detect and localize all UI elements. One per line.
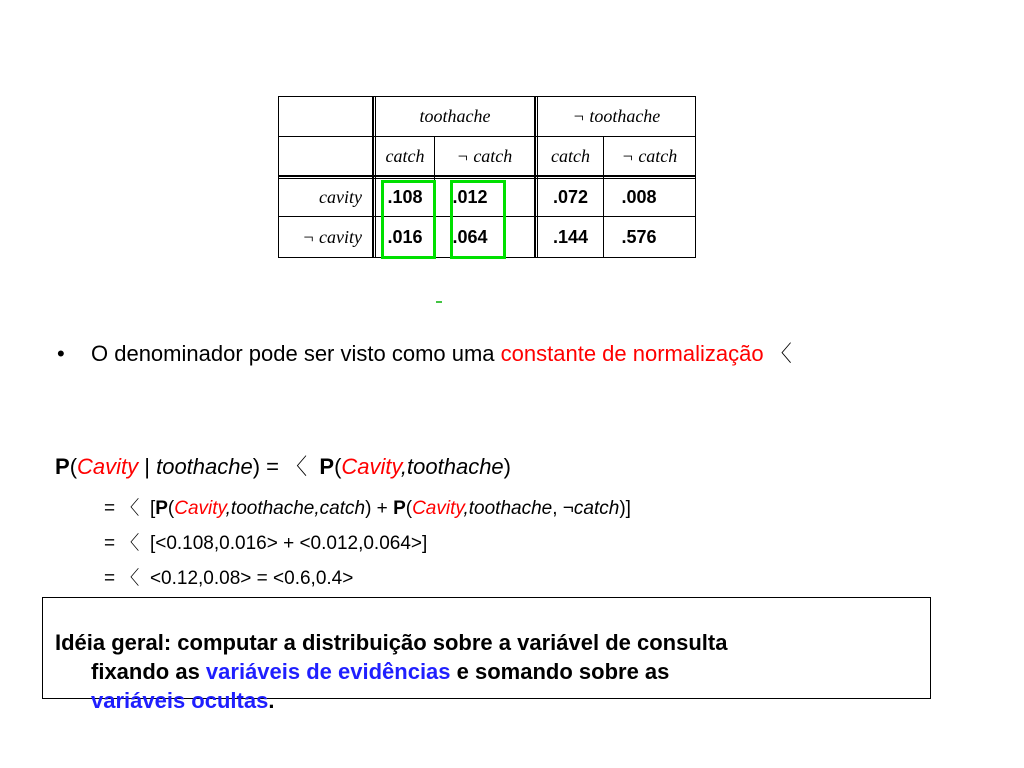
var-cavity: Cavity — [412, 498, 464, 519]
idea-line-3 — [55, 686, 935, 715]
highlight-box-catch — [381, 180, 436, 259]
var-catch: catch — [573, 498, 620, 519]
equation-line-3 — [104, 566, 353, 591]
var-toothache: toothache — [156, 454, 253, 479]
table-cell: .016 — [387, 226, 423, 247]
subheader-catch: catch — [551, 145, 590, 166]
header-not-toothache: ¬ toothache — [572, 106, 661, 126]
bracket: )] — [619, 498, 631, 519]
joint-distribution-table — [278, 96, 696, 258]
idea-line-2 — [55, 657, 935, 686]
equation-line-2 — [104, 531, 427, 556]
table-cell: .144 — [552, 226, 589, 247]
bullet-text — [91, 340, 811, 369]
equation-main — [55, 453, 511, 482]
paren: ( — [334, 454, 342, 479]
equals: = — [104, 568, 121, 589]
var-cavity: Cavity — [341, 454, 401, 479]
highlight-box-not-catch — [450, 180, 506, 259]
prob-symbol: P — [155, 498, 168, 519]
equation-line-1 — [104, 496, 631, 521]
header-toothache: toothache — [419, 106, 491, 126]
table-divider — [372, 97, 374, 257]
table-cell: .072 — [552, 187, 589, 207]
equals: = — [104, 498, 121, 519]
idea-text — [55, 628, 935, 715]
paren: ( — [167, 498, 175, 519]
idea-text-part: fixando as — [91, 659, 206, 684]
bullet-plain-text: O denominador pode ser visto como uma — [91, 341, 501, 366]
subheader-catch: catch — [385, 145, 425, 166]
plus: ) + — [365, 498, 394, 519]
alpha-symbol: 〈 — [120, 532, 140, 554]
alpha-symbol: 〈 — [120, 567, 140, 589]
vector-sum: [<0.108,0.016> + <0.012,0.064>] — [149, 533, 428, 554]
prob-symbol: P — [393, 498, 406, 519]
paren: ) — [503, 454, 511, 479]
table-divider — [534, 97, 536, 257]
given-bar: | — [138, 454, 157, 479]
table-divider — [279, 175, 695, 177]
alpha-symbol: 〈 — [120, 497, 140, 519]
not-symbol: ¬ — [562, 498, 574, 519]
idea-line-1: Idéia geral: computar a distribuição sobre a variável de consulta — [55, 630, 728, 655]
normalization-constant-text: constante de normalização — [500, 341, 764, 366]
equals: = — [104, 533, 121, 554]
row-label-cavity: cavity — [319, 187, 362, 207]
paren: ( — [69, 454, 78, 479]
equals: ) = — [252, 454, 286, 479]
bullet-marker: • — [57, 341, 65, 366]
vector-result: <0.12,0.08> = <0.6,0.4> — [149, 568, 354, 589]
table-cell: .008 — [621, 187, 657, 207]
table-cell: .576 — [621, 226, 657, 247]
comma: , — [552, 498, 563, 519]
bracket: [ — [149, 498, 156, 519]
comma: , — [400, 454, 408, 479]
paren: ( — [405, 498, 413, 519]
period: . — [268, 688, 275, 713]
table-cell: .108 — [387, 187, 423, 207]
subheader-not-catch: ¬ catch — [456, 145, 513, 166]
row-label-not-cavity: ¬ cavity — [302, 226, 362, 247]
var-toothache: toothache — [407, 454, 504, 479]
alpha-symbol: 〈 — [769, 342, 792, 367]
table-cell: .012 — [452, 187, 488, 207]
idea-text-part: e somando sobre as — [450, 659, 670, 684]
subheader-not-catch: ¬ catch — [621, 145, 678, 166]
decorative-dash — [436, 301, 442, 303]
prob-symbol: P — [55, 454, 70, 479]
table-cell: .064 — [452, 226, 488, 247]
prob-symbol: P — [319, 454, 335, 479]
var-toothache: ,toothache — [463, 498, 553, 519]
var-cavity: Cavity — [77, 454, 139, 479]
alpha-symbol: 〈 — [285, 455, 308, 480]
var-cavity: Cavity — [174, 498, 226, 519]
hidden-variables-text: variáveis ocultas — [91, 688, 269, 713]
vars-toothache-catch: ,toothache,catch — [225, 498, 366, 519]
evidence-variables-text: variáveis de evidências — [205, 659, 451, 684]
